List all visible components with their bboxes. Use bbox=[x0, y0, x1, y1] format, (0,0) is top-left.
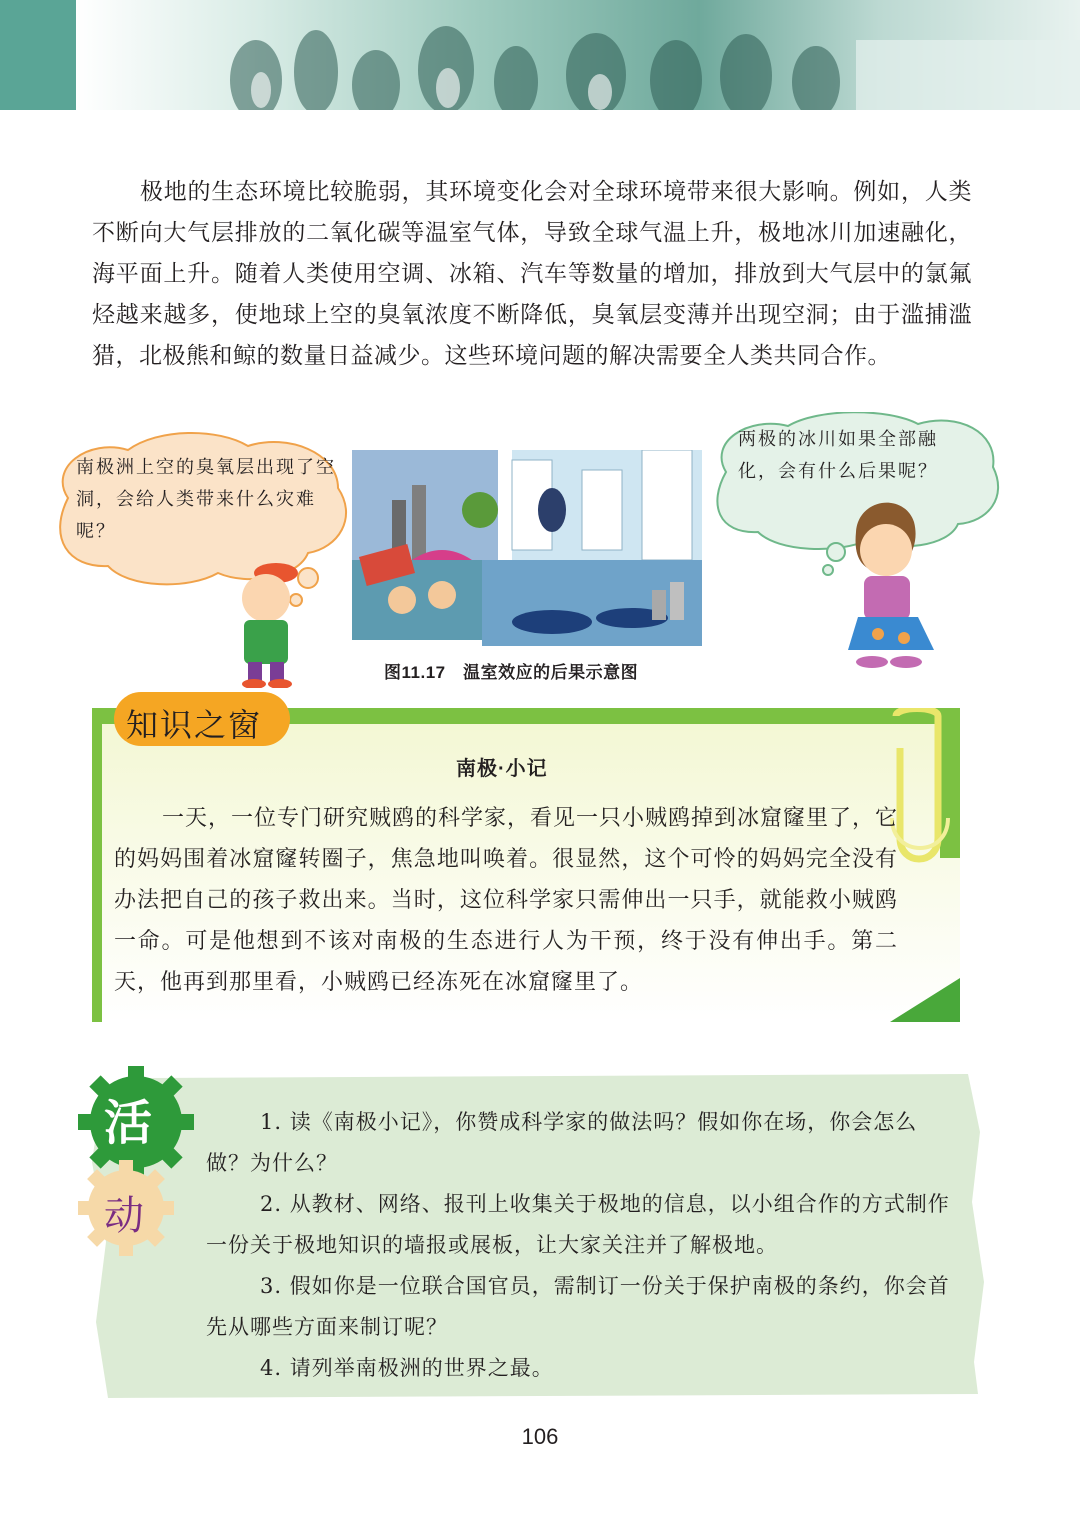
right-thought-bubble: 两极的冰川如果全部融化，会有什么后果呢？ bbox=[738, 429, 938, 482]
knowledge-window-label: 知识之窗 bbox=[126, 706, 263, 744]
header-photo-silhouettes bbox=[76, 0, 1080, 110]
activity-item: 4. 请列举南极洲的世界之最。 bbox=[260, 1356, 554, 1380]
header-banner bbox=[0, 0, 1080, 110]
activity-label-1: 活 bbox=[104, 1095, 153, 1151]
activity-item: 3. 假如你是一位联合国官员，需制订一份关于保护南极的条约，你会首先从哪些方面来制订呢？ bbox=[206, 1274, 950, 1339]
chapter-tab bbox=[0, 0, 76, 110]
left-thought-bubble: 南极洲上空的臭氧层出现了空洞，会给人类带来什么灾难呢？ bbox=[76, 457, 336, 542]
page-number: 106 bbox=[521, 1424, 559, 1449]
knowledge-window-body: 一天，一位专门研究贼鸥的科学家，看见一只小贼鸥掉到冰窟窿里了，它的妈妈围着冰窟窿转圈子，焦急地叫唤着。很显然，这个可怜的妈妈完全没有办法把自己的孩子救出来。当时，这位科学家只需伸出一只手，就能救小贼鸥一命。可是他想到不该对南极的生态进行人为干预，终于没有伸出手。第二天，他再到那里看，小贼鸥已经冻死在冰窟窿里了。 bbox=[114, 806, 899, 995]
activity-item: 1. 读《南极小记》，你赞成科学家的做法吗？假如你在场，你会怎么做？为什么？ bbox=[206, 1110, 918, 1175]
activity-list bbox=[206, 1102, 954, 1389]
activity-label-2: 动 bbox=[104, 1193, 144, 1239]
figure-caption: 图11.17 温室效应的后果示意图 bbox=[384, 663, 639, 682]
greenhouse-effect-illustration bbox=[352, 450, 702, 646]
activity-item: 2. 从教材、网络、报刊上收集关于极地的信息，以小组合作的方式制作一份关于极地知识的墙报或展板，让大家关注并了解极地。 bbox=[206, 1192, 950, 1257]
knowledge-window-heading: 南极·小记 bbox=[456, 758, 548, 780]
intro-paragraph: 极地的生态环境比较脆弱，其环境变化会对全球环境带来很大影响。例如，人类不断向大气层排放的二氧化碳等温室气体，导致全球气温上升，极地冰川加速融化，海平面上升。随着人类使用空调、冰箱、汽车等数量的增加，排放到大气层中的氯氟烃越来越多，使地球上空的臭氧浓度不断降低，臭氧层变薄并出现空洞；由于滥捕滥猎，北极熊和鲸的数量日益减少。这些环境问题的解决需要全人类共同合作。 bbox=[92, 179, 972, 369]
